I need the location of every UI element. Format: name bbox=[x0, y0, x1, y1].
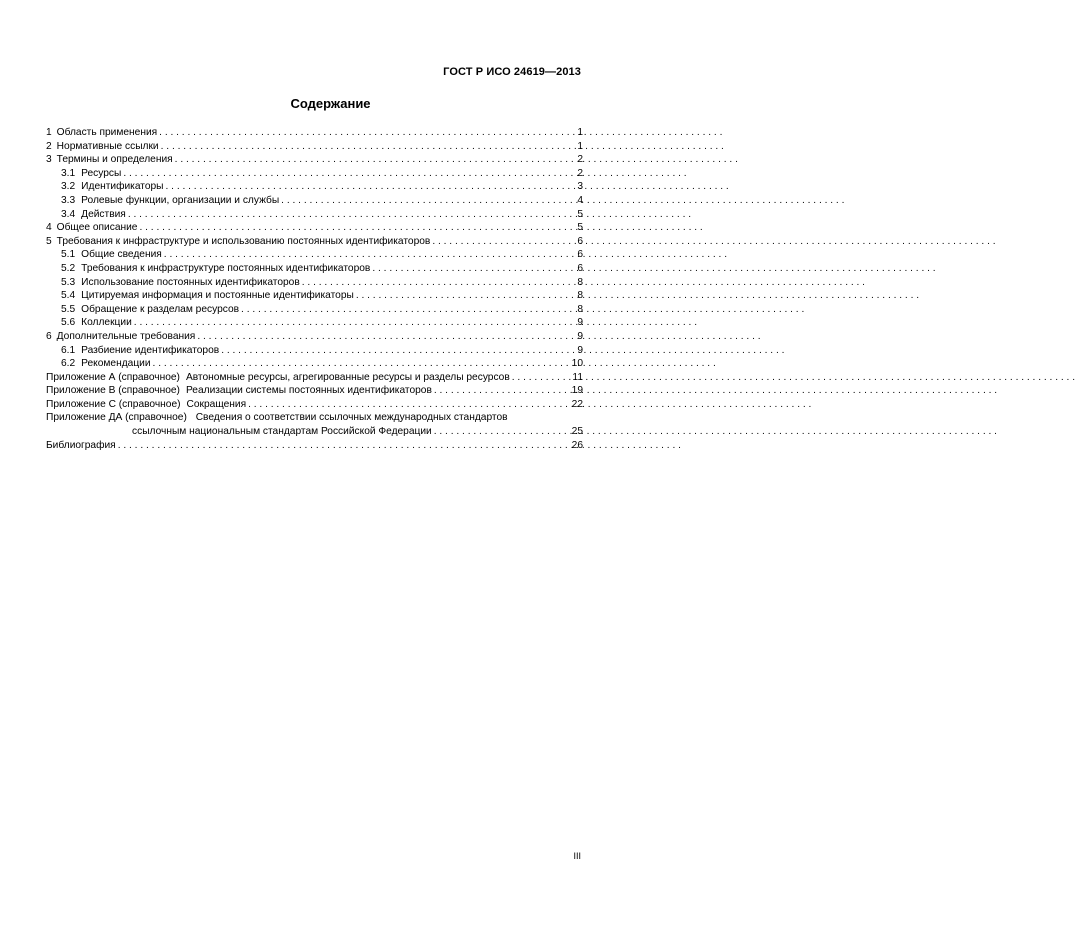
toc-leader-dots bbox=[372, 262, 575, 276]
toc-entry-title: Коллекции bbox=[81, 317, 132, 329]
toc-entry-page: 8 bbox=[577, 276, 583, 288]
toc-leader-dots bbox=[161, 140, 576, 154]
toc-entry-5-2[interactable] bbox=[46, 262, 583, 276]
toc-leader-dots bbox=[197, 330, 575, 344]
toc-entry-2[interactable] bbox=[46, 140, 583, 154]
toc-entry-5-6[interactable] bbox=[46, 316, 583, 330]
toc-entry-number: Приложение А (справочное) bbox=[46, 371, 180, 383]
toc-entry-title: Сокращения bbox=[186, 398, 247, 410]
toc-entry-5[interactable] bbox=[46, 235, 583, 249]
toc-entry-number: 5.2 bbox=[61, 262, 76, 274]
toc-entry-title: Рекомендации bbox=[81, 358, 151, 370]
toc-entry-page: 6 bbox=[577, 249, 583, 261]
page-number: III bbox=[573, 851, 581, 861]
toc-entry-page: 9 bbox=[577, 317, 583, 329]
toc-entry-number: 3.1 bbox=[61, 167, 76, 179]
toc-entry-number: Приложение С (справочное) bbox=[46, 398, 181, 410]
toc-entry-page: 9 bbox=[577, 344, 583, 356]
toc-entry-number: 5.6 bbox=[61, 317, 76, 329]
toc-entry-page: 9 bbox=[577, 330, 583, 342]
toc-entry-page: 11 bbox=[572, 371, 583, 383]
table-of-contents bbox=[46, 126, 583, 452]
toc-entry-page: 6 bbox=[577, 262, 583, 274]
toc-entry-page: 4 bbox=[577, 194, 583, 206]
toc-leader-dots bbox=[302, 276, 576, 290]
toc-leader-dots bbox=[434, 384, 570, 398]
toc-leader-dots bbox=[118, 439, 570, 453]
toc-entry-title: Сведения о соответствии ссылочных международных стандартов bbox=[195, 412, 508, 424]
toc-entry-number: 5.5 bbox=[61, 303, 76, 315]
toc-entry-6-1[interactable] bbox=[46, 344, 583, 358]
toc-title: Содержание bbox=[290, 96, 371, 111]
toc-leader-dots bbox=[123, 167, 575, 181]
toc-leader-dots bbox=[281, 194, 575, 208]
toc-entry-title: Обращение к разделам ресурсов bbox=[81, 303, 240, 315]
toc-leader-dots bbox=[241, 303, 575, 317]
toc-leader-dots bbox=[134, 316, 576, 330]
toc-entry-page: 8 bbox=[577, 290, 583, 302]
toc-entry-title: Использование постоянных идентификаторов bbox=[81, 276, 300, 288]
toc-entry-title: Область применения bbox=[56, 127, 158, 138]
toc-entry-title: Автономные ресурсы, агрегированные ресурсы и разделы ресурсов bbox=[185, 371, 510, 383]
toc-entry-annex-da-continuation[interactable] bbox=[46, 425, 583, 439]
toc-entry-page: 2 bbox=[577, 167, 583, 179]
toc-entry-annex-a[interactable] bbox=[46, 371, 583, 385]
toc-leader-dots bbox=[248, 398, 570, 412]
toc-entry-annex-c[interactable] bbox=[46, 398, 583, 412]
toc-entry-title: Требования к инфраструктуре и использованию постоянных идентификаторов bbox=[56, 235, 431, 247]
toc-entry-number: 5.4 bbox=[61, 290, 76, 302]
toc-entry-page: 8 bbox=[577, 303, 583, 315]
toc-entry-page: 5 bbox=[577, 208, 583, 220]
toc-entry-annex-da[interactable] bbox=[46, 411, 583, 425]
toc-entry-number: 3.3 bbox=[61, 194, 76, 206]
toc-entry-number: 1 bbox=[46, 127, 52, 138]
toc-entry-number: 5.3 bbox=[61, 276, 76, 288]
toc-entry-5-3[interactable] bbox=[46, 276, 583, 290]
toc-entry-title: Общее описание bbox=[56, 222, 138, 234]
toc-entry-number: 6 bbox=[46, 330, 52, 342]
toc-entry-number: 6.2 bbox=[61, 358, 76, 370]
toc-entry-number: Приложение В (справочное) bbox=[46, 385, 180, 397]
toc-entry-number: 6.1 bbox=[61, 344, 76, 356]
toc-entry-3[interactable] bbox=[46, 153, 583, 167]
toc-entry-title: Идентификаторы bbox=[81, 181, 164, 193]
toc-entry-title: Нормативные ссылки bbox=[56, 140, 159, 152]
toc-entry-title: Действия bbox=[81, 208, 126, 220]
toc-entry-title: Требования к инфраструктуре постоянных идентификаторов bbox=[81, 262, 371, 274]
toc-entry-3-1[interactable] bbox=[46, 167, 583, 181]
toc-entry-number: 3.2 bbox=[61, 181, 76, 193]
toc-leader-dots bbox=[139, 221, 575, 235]
toc-leader-dots bbox=[512, 371, 571, 385]
toc-leader-dots bbox=[164, 248, 576, 262]
toc-entry-5-5[interactable] bbox=[46, 303, 583, 317]
toc-entry-number: 5 bbox=[46, 235, 52, 247]
toc-leader-dots bbox=[166, 180, 576, 194]
toc-leader-dots bbox=[159, 126, 575, 140]
toc-entry-title: Общие сведения bbox=[81, 249, 162, 261]
toc-entry-6-2[interactable] bbox=[46, 357, 583, 371]
toc-entry-title: Реализации системы постоянных идентификаторов bbox=[185, 385, 432, 397]
toc-entry-page: 5 bbox=[577, 222, 583, 234]
toc-entry-page: 26 bbox=[571, 439, 583, 451]
toc-leader-dots bbox=[432, 235, 575, 249]
toc-entry-number: 3 bbox=[46, 154, 52, 166]
toc-entry-5-4[interactable] bbox=[46, 289, 583, 303]
toc-entry-3-2[interactable] bbox=[46, 180, 583, 194]
toc-entry-title: Ролевые функции, организации и службы bbox=[81, 194, 280, 206]
toc-entry-title: Библиография bbox=[46, 439, 116, 451]
toc-entry-page: 1 bbox=[577, 140, 583, 152]
toc-leader-dots bbox=[221, 344, 575, 358]
toc-entry-title: Термины и определения bbox=[56, 154, 173, 166]
toc-leader-dots bbox=[175, 153, 576, 167]
toc-leader-dots bbox=[434, 425, 570, 439]
toc-leader-dots bbox=[356, 289, 576, 303]
toc-entry-page: 2 bbox=[577, 154, 583, 166]
toc-entry-5-1[interactable] bbox=[46, 248, 583, 262]
toc-entry-number: 4 bbox=[46, 222, 52, 234]
toc-entry-4[interactable] bbox=[46, 221, 583, 235]
toc-entry-6[interactable] bbox=[46, 330, 583, 344]
toc-entry-title: Дополнительные требования bbox=[56, 330, 196, 342]
toc-entry-title: Цитируемая информация и постоянные идентификаторы bbox=[81, 290, 354, 302]
toc-entry-page: 6 bbox=[577, 235, 583, 247]
toc-entry-page: 1 bbox=[577, 127, 583, 138]
toc-entry-page: 25 bbox=[571, 426, 583, 438]
toc-entry-number: 5.1 bbox=[61, 249, 76, 261]
toc-entry-1[interactable] bbox=[46, 126, 583, 140]
toc-entry-bibliography[interactable] bbox=[46, 439, 583, 453]
toc-entry-page: 10 bbox=[571, 358, 583, 370]
toc-entry-page: 22 bbox=[571, 398, 583, 410]
toc-entry-annex-b[interactable] bbox=[46, 384, 583, 398]
toc-entry-number: 3.4 bbox=[61, 208, 76, 220]
toc-entry-number: 2 bbox=[46, 140, 52, 152]
toc-entry-title: Разбиение идентификаторов bbox=[81, 344, 220, 356]
toc-leader-dots bbox=[128, 208, 576, 222]
toc-entry-page: 3 bbox=[577, 181, 583, 193]
document-code: ГОСТ Р ИСО 24619—2013 bbox=[443, 66, 581, 78]
toc-entry-number: Приложение ДА (справочное) bbox=[46, 412, 187, 424]
toc-entry-title-continuation: ссылочным национальным стандартам Российской Федерации bbox=[132, 426, 432, 438]
toc-entry-page: 19 bbox=[571, 385, 583, 397]
toc-entry-3-3[interactable] bbox=[46, 194, 583, 208]
toc-entry-3-4[interactable] bbox=[46, 208, 583, 222]
toc-entry-title: Ресурсы bbox=[81, 167, 122, 179]
toc-leader-dots bbox=[153, 357, 570, 371]
